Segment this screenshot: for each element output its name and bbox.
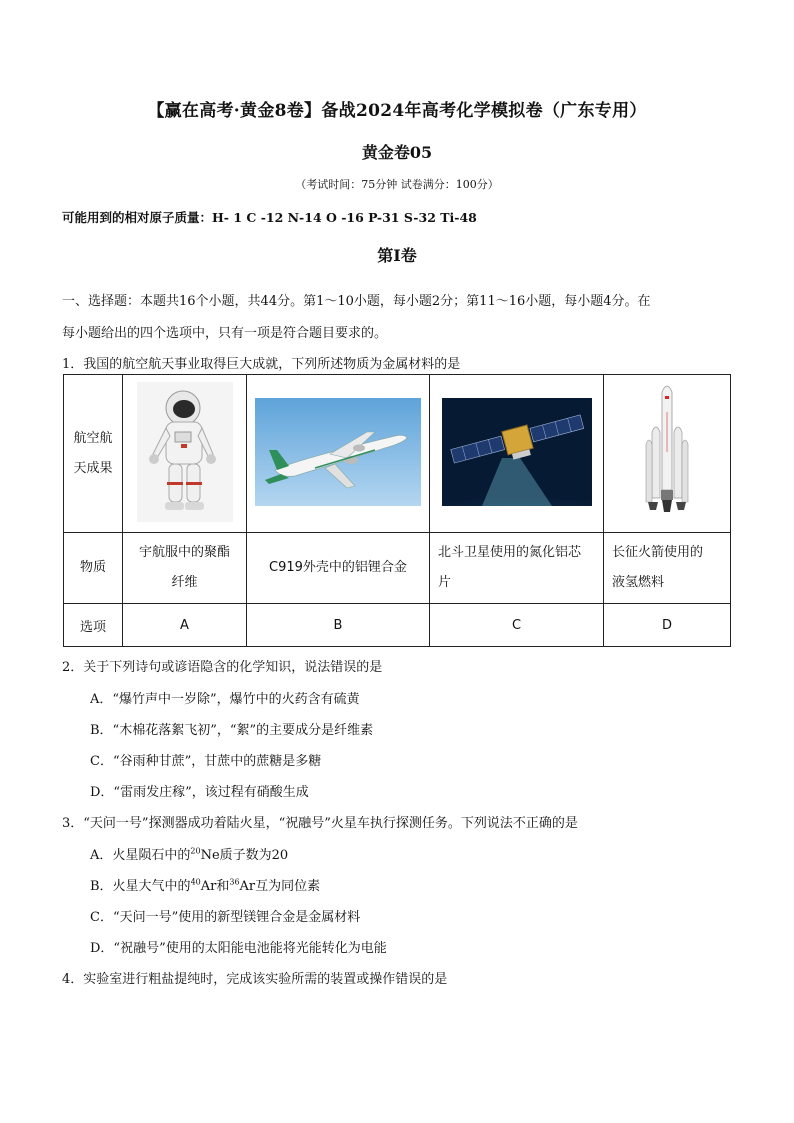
material-a-line1: 宇航服中的聚酯 [138, 545, 230, 560]
row-label-achievement-line2: 天成果 [73, 460, 113, 476]
material-b [247, 533, 430, 604]
question-1-table [63, 374, 731, 647]
option-c: C [430, 604, 604, 647]
row-label-material: 物质 [64, 533, 123, 604]
question-3-stem: 3．“天问一号”探测器成功着陆火星，“祝融号”火星车执行探测任务。下列说法不正确的是 [62, 816, 578, 831]
q3a-suffix: Ne质子数为20 [200, 848, 289, 863]
option-a: A [123, 604, 247, 647]
section-title: 第I卷 [377, 246, 417, 265]
material-d [604, 533, 731, 604]
row-label-option: 选项 [64, 604, 123, 647]
material-c-line1: 北斗卫星使用的氮化铝芯 [438, 545, 582, 560]
instructions-line2: 每小题给出的四个选项中，只有一项是符合题目要求的。 [62, 326, 388, 341]
question-1-stem: 1．我国的航空航天事业取得巨大成就，下列所述物质为金属材料的是 [62, 357, 461, 372]
q3b-middle: Ar和 [200, 879, 230, 894]
question-3-option-b [90, 875, 320, 894]
material-a-line2: 纤维 [171, 575, 198, 590]
image-cell-a [123, 375, 247, 533]
c919-airplane-image [255, 398, 421, 506]
question-3-option-a [90, 844, 288, 863]
row-label-achievement [64, 375, 123, 533]
question-3-option-d: D．“祝融号”使用的太阳能电池能将光能转化为电能 [90, 941, 387, 956]
question-2-option-d: D．“雷雨发庄稼”，该过程有硝酸生成 [90, 785, 309, 800]
material-d-line1: 长征火箭使用的 [612, 545, 704, 560]
exam-info: （考试时间：75分钟 试卷满分：100分） [295, 178, 499, 191]
option-b: B [247, 604, 430, 647]
material-c [430, 533, 604, 604]
long-march-rocket-image [632, 382, 702, 522]
question-2-stem: 2．关于下列诗句或谚语隐含的化学知识，说法错误的是 [62, 660, 383, 675]
paper-subtitle: 黄金卷05 [361, 143, 433, 162]
image-cell-b [247, 375, 430, 533]
q3b-mass-number-2: 36 [229, 877, 240, 887]
material-a [123, 533, 247, 604]
question-4-stem: 4．实验室进行粗盐提纯时，完成该实验所需的装置或操作错误的是 [62, 972, 448, 987]
image-cell-c [430, 375, 604, 533]
question-3-option-c: C．“天问一号”使用的新型镁锂合金是金属材料 [90, 910, 361, 925]
astronaut-suit-image [137, 382, 233, 522]
row-label-achievement-line1: 航空航 [73, 430, 113, 446]
paper-title: 【赢在高考·黄金8卷】备战2024年高考化学模拟卷（广东专用） [147, 101, 647, 121]
q3a-mass-number: 20 [190, 846, 201, 856]
beidou-satellite-image [442, 398, 592, 506]
material-d-line2: 液氢燃料 [612, 575, 665, 590]
atomic-masses: 可能用到的相对原子质量：H- 1 C -12 N-14 O -16 P-31 S-32 Ti-48 [62, 210, 477, 225]
q3b-suffix: Ar互为同位素 [239, 879, 321, 894]
option-d: D [604, 604, 731, 647]
question-2-option-c: C．“谷雨种甘蔗”，甘蔗中的蔗糖是多糖 [90, 754, 322, 769]
material-c-line2: 片 [438, 575, 452, 590]
material-b-line1: C919外壳中的铝锂合金 [269, 560, 407, 575]
q3b-prefix: B．火星大气中的 [90, 879, 191, 894]
question-2-option-a: A．“爆竹声中一岁除”，爆竹中的火药含有硫黄 [90, 692, 360, 707]
q3a-prefix: A．火星陨石中的 [90, 848, 191, 863]
instructions-line1: 一、选择题：本题共16个小题，共44分。第1～10小题，每小题2分；第11～16小题，每小题4分。在 [62, 294, 651, 309]
q3b-mass-number-1: 40 [190, 877, 201, 887]
question-2-option-b: B．“木棉花落絮飞初”，“絮”的主要成分是纤维素 [90, 723, 374, 738]
image-cell-d [604, 375, 731, 533]
